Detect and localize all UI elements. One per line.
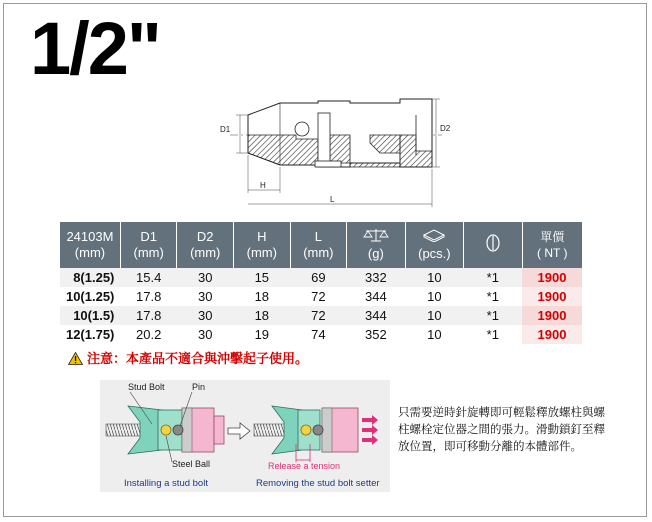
l-label: L — [330, 195, 335, 204]
header-model — [60, 222, 120, 268]
cell-d2: 30 — [177, 287, 234, 306]
header-d1-unit: (mm) — [133, 245, 164, 260]
cell-l: 74 — [290, 325, 347, 344]
pin-label: Pin — [192, 382, 206, 392]
table-row — [60, 306, 582, 325]
cell-price: 1900 — [522, 325, 582, 344]
header-d1-text: D1 — [140, 228, 157, 244]
cell-h: 19 — [234, 325, 291, 344]
spec-table — [60, 222, 582, 344]
cell-d2: 30 — [177, 306, 234, 325]
header-price-text: 單價 — [540, 229, 565, 244]
warning-note — [68, 348, 308, 367]
cell-h: 15 — [234, 268, 291, 287]
cell-d1: 15.4 — [120, 268, 177, 287]
cell-model: 10(1.5) — [60, 306, 120, 325]
header-d2-text: D2 — [196, 228, 214, 244]
header-d2 — [177, 222, 234, 268]
header-model-text: 24103M — [66, 228, 114, 244]
warning-icon — [68, 352, 83, 365]
caption-removing: Removing the stud bolt setter — [256, 478, 380, 489]
cell-pcs: 10 — [405, 325, 464, 344]
header-l-unit: (mm) — [303, 245, 334, 260]
table-row — [60, 325, 582, 344]
cell-note: *1 — [464, 268, 522, 287]
cell-pcs: 10 — [405, 287, 464, 306]
cell-h: 18 — [234, 306, 291, 325]
socket-end-icon — [483, 233, 503, 253]
cell-weight: 344 — [347, 287, 405, 306]
cell-h: 18 — [234, 287, 291, 306]
table-header-row — [60, 222, 582, 268]
cell-weight: 344 — [347, 306, 405, 325]
release-label: Release a tension — [268, 461, 341, 471]
cell-model: 10(1.25) — [60, 287, 120, 306]
cell-price: 1900 — [522, 306, 582, 325]
stud-bolt-drawing — [100, 380, 390, 492]
description-text: 只需要逆時針旋轉即可輕鬆釋放螺柱與螺柱螺栓定位器之間的張力。滑動鎖釘至釋放位置，即可移動分離的本體部件。 — [398, 405, 605, 453]
steel-ball-label: Steel Ball — [172, 459, 211, 469]
cell-d2: 30 — [177, 325, 234, 344]
d1-label: D1 — [220, 125, 231, 134]
cell-note: *1 — [464, 325, 522, 344]
box-icon — [422, 228, 446, 242]
cell-note: *1 — [464, 306, 522, 325]
header-price-unit: ( NT ) — [537, 246, 568, 260]
cell-l: 69 — [290, 268, 347, 287]
table-row — [60, 287, 582, 306]
cell-pcs: 10 — [405, 268, 464, 287]
header-h — [234, 222, 291, 268]
header-h-text: H — [257, 228, 267, 244]
cell-note: *1 — [464, 287, 522, 306]
h-label: H — [260, 181, 266, 190]
cell-l: 72 — [290, 287, 347, 306]
header-pcs-unit: (pcs.) — [418, 246, 451, 261]
cell-l: 72 — [290, 306, 347, 325]
caption-installing: Installing a stud bolt — [124, 478, 208, 489]
cell-weight: 332 — [347, 268, 405, 287]
header-l-text: L — [314, 228, 322, 244]
cell-model: 12(1.75) — [60, 325, 120, 344]
size-title: 1/2" — [30, 7, 160, 90]
cell-d1: 17.8 — [120, 306, 177, 325]
header-weight-unit: (g) — [367, 246, 384, 261]
header-weight — [347, 222, 405, 268]
cell-model: 8(1.25) — [60, 268, 120, 287]
header-price — [522, 222, 582, 268]
header-model-unit: (mm) — [74, 245, 106, 260]
cell-price: 1900 — [522, 287, 582, 306]
header-d1 — [120, 222, 177, 268]
socket-drawing — [210, 95, 460, 213]
header-note — [464, 222, 522, 268]
header-pcs — [405, 222, 464, 268]
table-row — [60, 268, 582, 287]
usage-illustration — [100, 380, 390, 492]
header-l — [290, 222, 347, 268]
cell-d1: 20.2 — [120, 325, 177, 344]
scale-icon — [363, 228, 389, 242]
stud-bolt-label: Stud Bolt — [128, 382, 165, 392]
cell-d2: 30 — [177, 268, 234, 287]
header-d2-unit: (mm) — [190, 245, 221, 260]
cell-d1: 17.8 — [120, 287, 177, 306]
header-h-unit: (mm) — [246, 245, 277, 260]
warning-text: 注意：本產品不適合與沖擊起子使用。 — [87, 352, 309, 367]
cell-weight: 352 — [347, 325, 405, 344]
cell-price: 1900 — [522, 268, 582, 287]
cell-pcs: 10 — [405, 306, 464, 325]
d2-label: D2 — [440, 124, 451, 133]
